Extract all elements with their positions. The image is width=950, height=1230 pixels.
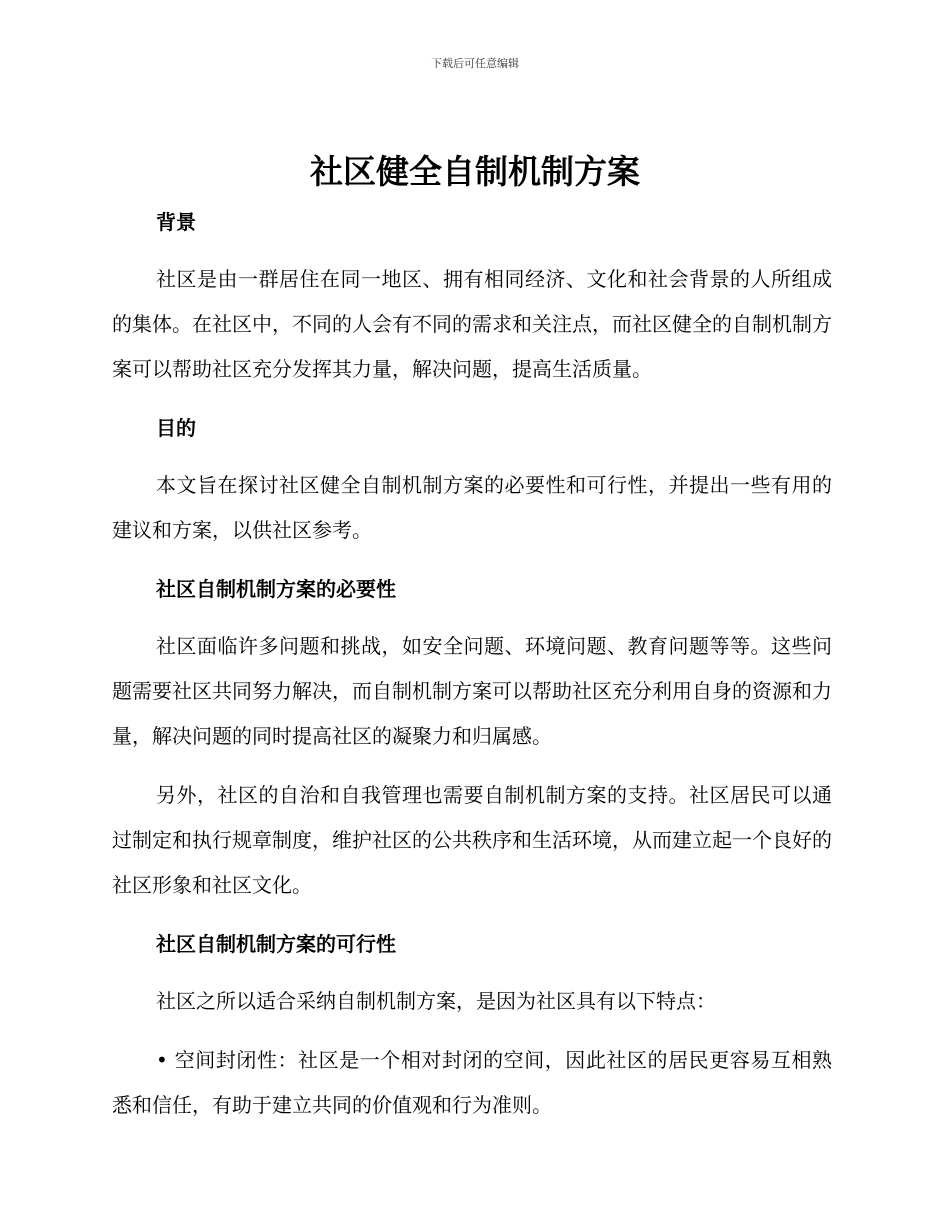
section-heading-background: 背景 [156, 210, 196, 234]
paragraph: 另外，社区的自治和自我管理也需要自制机制方案的支持。社区居民可以通过制定和执行规章制度，维护社区的公共秩序和生活环境，从而建立起一个良好的社区形象和社区文化。 [112, 783, 832, 897]
paragraph: 社区是由一群居住在同一地区、拥有相同经济、文化和社会背景的人所组成的集体。在社区中，不同的人会有不同的需求和关注点，而社区健全的自制机制方案可以帮助社区充分发挥其力量，解决问题，提高生活质量。 [112, 267, 832, 381]
header-note: 下载后可任意编辑 [431, 57, 519, 70]
section-heading-purpose: 目的 [156, 416, 196, 440]
section-heading-feasibility: 社区自制机制方案的可行性 [156, 932, 396, 956]
document-title: 社区健全自制机制方案 [310, 152, 640, 191]
paragraph: 社区面临许多问题和挑战，如安全问题、环境问题、教育问题等等。这些问题需要社区共同努力解决，而自制机制方案可以帮助社区充分利用自身的资源和力量，解决问题的同时提高社区的凝聚力和归属感。 [112, 634, 832, 748]
paragraph: 社区之所以适合采纳自制机制方案，是因为社区具有以下特点： [156, 989, 716, 1013]
document-body [112, 200, 832, 1128]
paragraph: 本文旨在探讨社区健全自制机制方案的必要性和可行性，并提出一些有用的建议和方案，以供社区参考。 [112, 473, 832, 542]
bullet-paragraph: • 空间封闭性：社区是一个相对封闭的空间，因此社区的居民更容易互相熟悉和信任，有助于建立共同的价值观和行为准则。 [112, 1048, 832, 1117]
section-heading-necessity: 社区自制机制方案的必要性 [156, 577, 396, 601]
